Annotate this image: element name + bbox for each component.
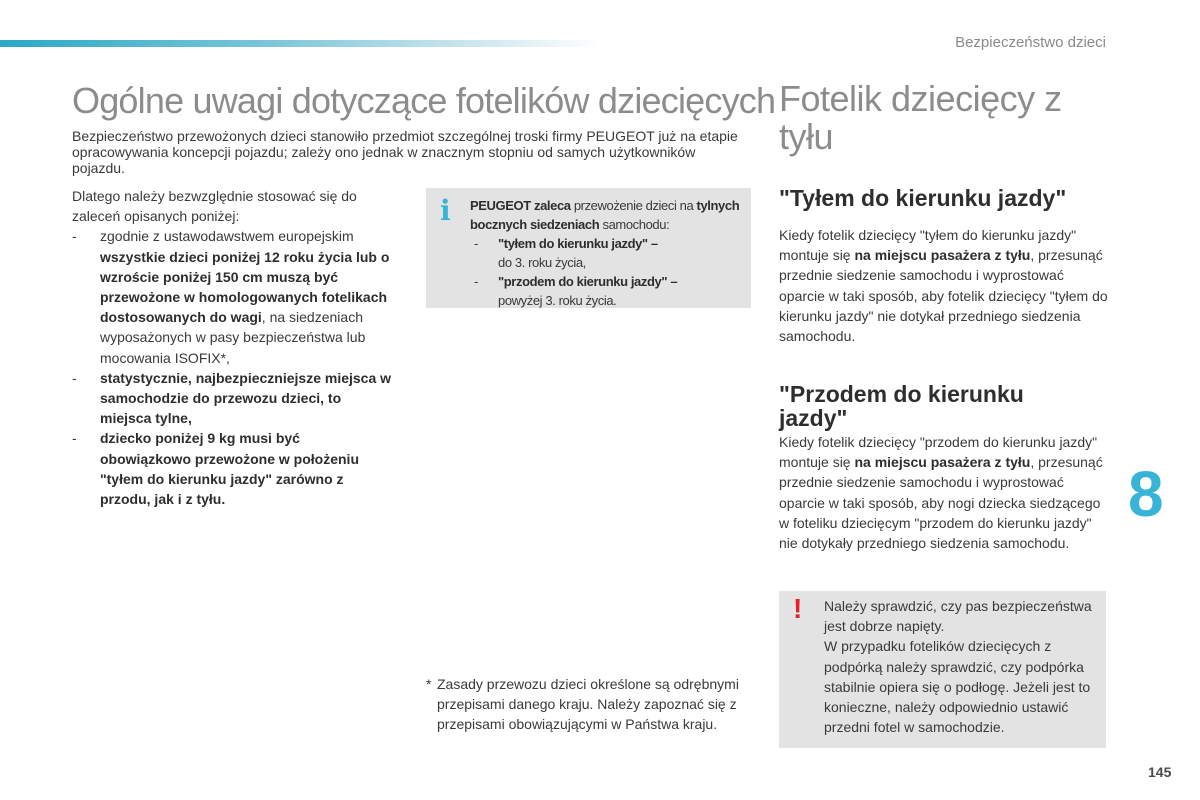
list-item: [72, 226, 392, 367]
list-dash: -: [72, 430, 77, 447]
info-list: [470, 234, 745, 310]
left-page-title: Ogólne uwagi dotyczące fotelików dziecięcych: [72, 80, 776, 121]
para-text: Kiedy fotelik dziecięcy "przodem do kierunku jazdy" montuje się: [779, 434, 1098, 471]
info-bold: PEUGEOT zaleca: [470, 198, 571, 213]
header-accent-bar: [0, 40, 600, 47]
list-dash: -: [72, 369, 77, 386]
list-item: [72, 368, 392, 429]
info-box-intro: [470, 196, 745, 234]
warning-text: [824, 596, 1099, 737]
info-box-text: [470, 196, 745, 310]
list-dash: -: [72, 228, 77, 245]
chapter-number: 8: [1128, 458, 1164, 530]
list-item-text: , na siedzeniach wyposażonych w pasy bezpieczeństwa lub mocowania ISOFIX*,: [100, 309, 366, 366]
right-page-title: Fotelik dziecięcy z tyłu: [779, 78, 1062, 157]
forward-facing-paragraph: [779, 432, 1109, 553]
list-item-bold: wszystkie dzieci poniżej 12 roku życia lub o wzroście poniżej 150 cm muszą być przewożone w homologowanych fotelikach dostosowanych do wagi: [100, 248, 390, 326]
footnote-marker: *: [426, 676, 432, 692]
info-text: przewożenie dzieci na: [570, 198, 697, 213]
info-icon: i: [440, 194, 451, 227]
info-text: samochodu:: [599, 217, 670, 232]
para-bold: na miejscu pasażera z tyłu: [854, 247, 1031, 264]
intro-paragraph: Bezpieczeństwo przewożonych dzieci stanowiło przedmiot szczególnej troski firmy PEUGEOT już na etapie opracowywania koncepcji pojazdu; zależy ono jednak w znacznym stopniu od samych użytkowników pojazdu.: [72, 128, 738, 176]
info-list-item: [470, 234, 745, 272]
list-dash: -: [474, 236, 478, 251]
list-item-bold: dziecko poniżej 9 kg musi być obowiązkowo przewożone w położeniu "tyłem do kierunku jazdy" zarówno z przodu, jak i z tyłu.: [100, 430, 359, 508]
info-bold: tylnych bocznych siedzeniach: [470, 198, 740, 232]
list-dash: -: [474, 274, 478, 289]
recommendations-list: [72, 226, 392, 509]
para-bold: na miejscu pasażera z tyłu: [854, 454, 1031, 471]
info-item-text: do 3. roku życia,: [498, 255, 586, 270]
info-list-item: [470, 272, 745, 310]
page-number: 145: [1148, 764, 1172, 780]
para-text: , przesunąć przednie siedzenie samochodu i wyprostować oparcie w taki sposób, aby fotelik dziecięcy "tyłem do kierunku jazdy" nie dotykał przedniego siedzenia samochodu.: [779, 247, 1108, 345]
rear-facing-paragraph: [779, 225, 1109, 346]
info-item-bold: "przodem do kierunku jazdy" –: [498, 274, 678, 289]
list-item-bold: statystycznie, najbezpieczniejsze miejsca w samochodzie do przewozu dzieci, to miejsca tylne,: [100, 369, 392, 427]
warning-text-1: Należy sprawdzić, czy pas bezpieczeństwa jest dobrze napięty.: [824, 598, 1092, 635]
footnote-text: Zasady przewozu dzieci określone są odrębnymi przepisami danego kraju. Należy zapoznać się z przepisami obowiązującymi w Państwa kraju.: [437, 676, 739, 733]
para-text: Kiedy fotelik dziecięcy "tyłem do kierunku jazdy" montuje się: [779, 227, 1077, 264]
info-item-bold: "tyłem do kierunku jazdy" –: [498, 236, 658, 251]
info-item-text: powyżej 3. roku życia.: [498, 293, 617, 308]
para-text: , przesunąć przednie siedzenie samochodu i wyprostować oparcie w taki sposób, aby nogi dziecka siedzącego w foteliku dziecięcym "przodem do kierunku jazdy" nie dotykały przedniego siedzenia samochodu.: [779, 454, 1103, 552]
warning-text-2: W przypadku fotelików dziecięcych z podpórką należy sprawdzić, czy podpórka stabilnie opiera się o podłogę. Jeżeli jest to konieczne, należy odpowiednio ustawić przedni fotel w samochodzie.: [824, 638, 1091, 736]
rear-facing-heading: "Tyłem do kierunku jazdy": [779, 185, 1067, 211]
warning-icon: !: [793, 593, 803, 624]
list-item: [72, 428, 392, 509]
list-item-text: zgodnie z ustawodawstwem europejskim: [100, 228, 354, 245]
forward-facing-heading: "Przodem do kierunku jazdy": [779, 381, 1024, 431]
recommendations-lead: Dlatego należy bezwzględnie stosować się do zaleceń opisanych poniżej:: [72, 188, 357, 225]
recommendations-column: [72, 186, 392, 509]
footnote: [426, 674, 756, 735]
warning-box: [779, 591, 1106, 748]
info-box: [426, 188, 751, 308]
section-title: Bezpieczeństwo dzieci: [955, 34, 1106, 51]
